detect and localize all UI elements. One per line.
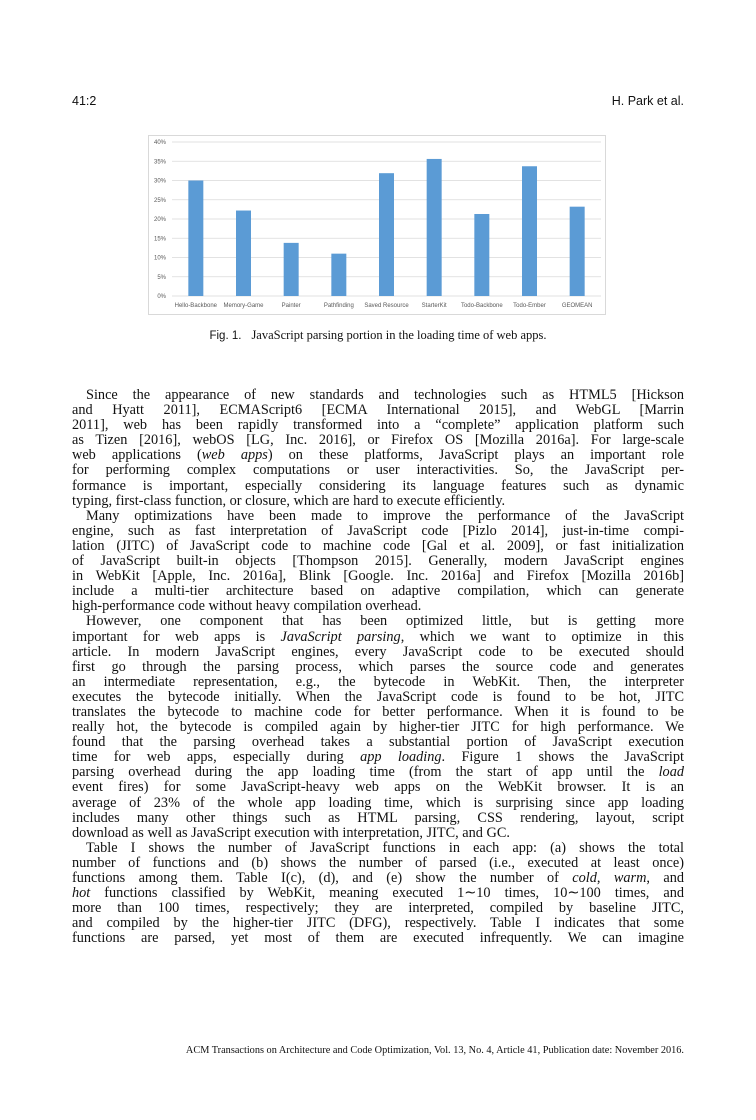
text-line: include a multi-tier architecture based on adaptive compilation, which can generate [72,583,684,600]
text-line: an intermediate representation, e.g., the bytecode in WebKit. Then, the interpreter [72,673,684,690]
running-head-authors: H. Park et al. [611,94,684,108]
text-line: includes many other things such as HTML parsing, CSS rendering, layout, script [72,809,684,826]
text-line: functions among them. Table I(c), (d), and (e) show the number of cold, warm, and [72,870,684,886]
text-line: and Hyatt 2011], ECMAScript6 [ECMA International 2015], and WebGL [Marrin [72,402,684,419]
paragraph [72,614,684,840]
page-number: 41:2 [72,94,97,108]
text-line: lation (JITC) of JavaScript code to machine code [Gal et al. 2009], or fast initialization [72,537,684,554]
text-line: web applications (web apps) on these platforms, JavaScript plays an important role [72,447,685,464]
text-line: event fires) for some JavaScript-heavy web apps on the WebKit browser. It is an [72,779,684,796]
y-tick-label: 25% [153,197,166,204]
text-line: parsing overhead during the app loading time (from the start of app until the load [72,764,684,781]
text-line: engine, such as fast interpretation of JavaScript code [Pizlo 2014], just-in-time compi- [72,522,684,539]
text-line: download as well as JavaScript execution with interpretation, JITC, and GC. [72,824,510,841]
x-tick-label: Memory-Game [223,303,264,309]
bar-todo-ember [522,166,537,296]
emphasis: warm [613,870,647,886]
emphasis: app loading [360,749,442,766]
text-line: as Tizen [2016], webOS [LG, Inc. 2016], or Firefox OS [Mozilla 2016a]. For large-scale [72,432,684,449]
bar-pathfinding [331,254,346,296]
emphasis: load [658,764,684,781]
bar-geomean [570,207,585,296]
y-tick-label: 40% [153,140,166,146]
figure-caption-text: JavaScript parsing portion in the loading time of web apps. [251,328,547,342]
text-line: more than 100 times, respectively; they are interpreted, compiled by baseline JITC, [72,900,684,917]
figure-caption [0,328,756,343]
text-line: in WebKit [Apple, Inc. 2016a], Blink [Google. Inc. 2016a] and Firefox [Mozilla 2016b] [72,568,684,585]
text-line: 2011], web has been rapidly transformed into a “complete” application platform such [72,417,684,434]
bar-starterkit [427,159,442,296]
text-line: of JavaScript built-in objects [Thompson 2015]. Generally, modern JavaScript engines [72,553,684,570]
x-tick-label: Todo-Backbone [460,303,503,309]
y-tick-label: 35% [153,159,166,166]
text-line: translates the bytecode to machine code for better performance. When it is found to be [72,703,684,720]
bar-saved-resource [379,173,394,296]
x-tick-label: Pathfinding [323,303,354,309]
y-tick-label: 0% [157,294,166,300]
x-tick-label: Saved Resource [364,303,409,309]
y-tick-label: 10% [153,255,166,262]
emphasis: cold [572,870,597,886]
emphasis: hot [72,885,91,902]
bar-todo-backbone [474,214,489,296]
bar-memory-game [236,211,251,296]
text-line: functions are parsed, yet most of them are executed infrequently. We can imagine [72,930,684,947]
text-line: and compiled by the higher-tier JITC (DFG), respectively. Table I indicates that some [72,915,684,932]
paragraph [72,841,684,947]
figure-label: Fig. 1. [209,330,242,342]
y-tick-label: 15% [153,236,166,243]
bar-painter [284,243,299,296]
paragraph [72,388,684,509]
text-line: average of 23% of the whole app loading time, which is surprising since app loading [72,794,684,811]
paragraph [72,509,684,615]
text-line: hot functions classified by WebKit, meaning executed 1∼10 times, 10∼100 times, and [72,885,684,902]
text-line: number of functions and (b) shows the number of parsed (i.e., executed at least once) [72,854,684,871]
page-footer: ACM Transactions on Architecture and Code Optimization, Vol. 13, No. 4, Article 41, Publication date: November 2016. [185,1045,684,1056]
bar-hello-backbone [188,181,203,297]
y-tick-label: 30% [153,178,166,185]
x-tick-label: Todo-Ember [513,303,546,309]
y-tick-label: 5% [157,274,166,281]
emphasis: web apps [201,447,268,464]
emphasis: JavaScript parsing [280,628,401,645]
text-line: really hot, the bytecode is compiled again by higher-tier JITC for high performance. We [72,719,684,736]
text-line: high-performance code without heavy compilation overhead. [72,598,422,615]
text-line: executes the bytecode initially. When the JavaScript code is found to be hot, JITC [72,688,684,705]
bar-chart [148,135,606,315]
y-tick-label: 20% [153,217,166,223]
x-tick-label: StarterKit [421,303,447,309]
text-line: important for web apps is JavaScript parsing, which we want to optimize in this [72,628,684,645]
text-line: article. In modern JavaScript engines, every JavaScript code to be executed should [72,643,684,660]
x-tick-label: GEOMEAN [561,303,593,309]
text-line: Table I shows the number of JavaScript functions in each app: (a) shows the total [86,839,684,856]
text-line: for performing complex computations or user interactivities. So, the JavaScript per- [72,462,684,479]
text-line: first go through the parsing process, which parses the source code and generates [72,658,684,675]
text-line: Since the appearance of new standards and technologies such as HTML5 [Hickson [86,387,684,403]
text-line: Many optimizations have been made to improve the performance of the JavaScript [86,507,684,524]
text-line: found that the parsing overhead takes a substantial portion of JavaScript execution [72,734,684,751]
text-line: formance is important, especially considering its language features such as dynamic [72,477,684,494]
text-line: time for web apps, especially during app loading. Figure 1 shows the JavaScript [72,749,684,766]
x-tick-label: Hello-Backbone [174,303,218,309]
text-line: However, one component that has been optimized little, but is getting more [86,613,684,630]
text-line: typing, first-class function, or closure, which are hard to execute efficiently. [72,492,506,509]
body-text [72,388,684,946]
x-tick-label: Painter [281,303,301,309]
